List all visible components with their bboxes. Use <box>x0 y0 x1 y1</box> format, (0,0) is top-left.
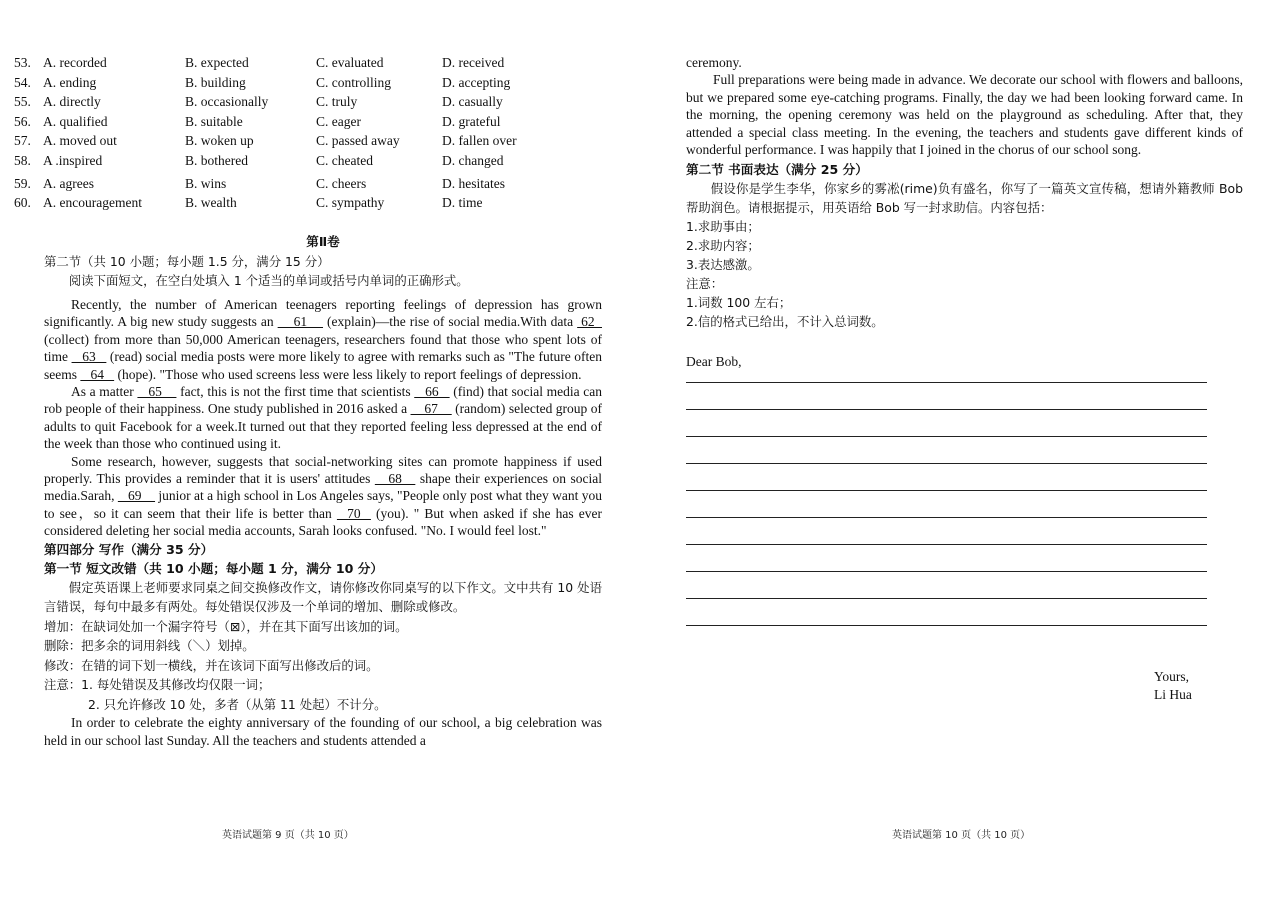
writing-line <box>686 463 1207 464</box>
writing-line <box>686 409 1207 410</box>
essay-text-continued: ceremony. <box>686 55 742 70</box>
passage-text: As a matter <box>71 384 138 400</box>
choice-b: B. expected <box>185 55 249 70</box>
q-num: 55. <box>14 94 31 110</box>
choice-c: C. cheated <box>316 152 373 168</box>
choice-d: D. hesitates <box>442 175 505 191</box>
note-label: 注意： <box>686 276 724 292</box>
choice-c: C. evaluated <box>316 55 384 70</box>
q-num: 53. <box>14 55 31 70</box>
choice-a: A .inspired <box>43 152 103 168</box>
q-num: 59. <box>14 175 31 191</box>
salutation: Dear Bob, <box>686 354 742 370</box>
writing-lines <box>686 382 1243 626</box>
choice-c: C. controlling <box>316 74 391 90</box>
passage-text: (you). " But when asked if she has ever considered deleting her social media accounts, Sarah looks confused. "No. I would feel lost." <box>44 505 603 539</box>
option-row <box>14 112 574 132</box>
passage-text: Recently, the number of American teenagers reporting feelings of depression has grown significantly. A big new study suggests an <box>44 297 602 330</box>
writing-line <box>686 544 1207 545</box>
choice-c: C. cheers <box>316 175 367 191</box>
closing: Yours, <box>1154 669 1190 684</box>
q-num: 60. <box>14 195 31 211</box>
section-instructions: 阅读下面短文，在空白处填入 1 个适当的单词或括号内单词的正确形式。 <box>68 273 469 288</box>
blank-63: 63 <box>71 349 107 365</box>
signature: Li Hua <box>1154 687 1192 702</box>
page-footer-left: 英语试题第 9 页（共 10 页） <box>222 830 354 841</box>
content-item: 2.求助内容； <box>686 238 760 254</box>
choice-a: A. recorded <box>43 55 107 70</box>
page-footer-right: 英语试题第 10 页（共 10 页） <box>892 830 1031 841</box>
choice-d: D. casually <box>442 94 503 110</box>
blank-69: 69 <box>117 488 156 504</box>
option-row <box>14 73 574 93</box>
choice-b: B. bothered <box>185 152 248 168</box>
passage-paragraph <box>44 383 602 453</box>
choice-a: A. encouragement <box>43 195 142 211</box>
writing-line <box>686 382 1207 383</box>
option-row <box>14 131 574 151</box>
choice-a: A. agrees <box>43 175 94 191</box>
rule-add: 增加：在缺词处加一个漏字符号（⊠），并在其下面写出该加的词。 <box>44 618 408 634</box>
passage-text: fact, this is not the first time that scientists <box>176 384 415 400</box>
writing-section-title: 第二节 书面表达（满分 25 分） <box>686 162 868 178</box>
choice-c: C. truly <box>316 94 358 110</box>
choice-a: A. qualified <box>43 113 108 129</box>
writing-line <box>686 436 1207 437</box>
passage-text: Some research, however, suggests that social-networking sites can promote happiness if used properly. This provides a reminder that it is users' attitudes <box>44 453 602 487</box>
option-row <box>14 193 574 213</box>
choice-d: D. grateful <box>442 113 501 129</box>
passage-text: (random) selected group of adults to quit Facebook for a week.It turned out that they reported feeling less depressed at the end of the week than those who continued using it. <box>44 401 602 452</box>
q-num: 56. <box>14 113 31 129</box>
passage-paragraph <box>44 453 602 540</box>
right-page-body <box>686 54 1243 702</box>
blank-62: 62 <box>577 314 602 330</box>
choice-b: B. suitable <box>185 113 243 129</box>
content-item: 1.求助事由； <box>686 219 760 235</box>
left-page-body <box>44 232 602 749</box>
option-row <box>14 174 574 194</box>
q-num: 58. <box>14 152 31 168</box>
answer-options <box>14 53 574 213</box>
passage-text: junior at a high school in Los Angeles says, "People only post what they want you to see，so it can seem that their life is better than <box>44 488 602 521</box>
section1-instructions: 假定英语课上老师要求同桌之间交换修改作文，请你修改你同桌写的以下作文。文中共有 10 处语言错误，每句中最多有两处。每处错误仅涉及一个单词的增加、删除或修改。 <box>44 579 602 615</box>
essay-text: In order to celebrate the eighty anniversary of the founding of our school, a big celebration was held in our school last Sunday. All the teachers and students attended a <box>44 715 602 748</box>
option-row <box>14 92 574 112</box>
passage-paragraph <box>44 296 602 383</box>
choice-d: D. accepting <box>442 74 511 90</box>
choice-d: D. time <box>442 195 483 211</box>
passage-text: (read) social media posts were more likely to agree with remarks such as "The future often seems <box>44 349 602 382</box>
note-item: 1.词数 100 左右； <box>686 295 792 311</box>
section-header: 第二节（共 10 小题；每小题 1.5 分，满分 15 分） <box>44 254 330 269</box>
choice-b: B. wins <box>185 175 227 191</box>
note-item: 2.信的格式已给出，不计入总词数。 <box>686 314 884 330</box>
choice-d: D. fallen over <box>442 133 517 149</box>
q-num: 54. <box>14 74 31 90</box>
essay-paragraph: Full preparations were being made in advance. We decorate our school with flowers and balloons, but we prepared some eye-catching programs. Finally, the day we had been looking forward came. In the morning, the opening ceremony was held on the playground as scheduling. After that, they attended a special class meeting. In the evening, the teachers and students gave different kinds of wonderful performance. I was happily that I joined in the chorus of our school song. <box>686 72 1243 158</box>
choice-a: A. directly <box>43 94 101 110</box>
note-1: 注意：1. 每处错误及其修改均仅限一词； <box>44 677 271 693</box>
choice-a: A. moved out <box>43 133 117 149</box>
choice-b: B. woken up <box>185 133 254 149</box>
passage-text: (explain)—the rise of social media.With data <box>323 314 578 330</box>
choice-b: B. wealth <box>185 195 237 211</box>
rule-delete: 删除：把多余的词用斜线（＼）划掉。 <box>44 638 255 654</box>
note-2: 2. 只允许修改 10 处，多者（从第 11 处起）不计分。 <box>88 696 387 712</box>
passage-text: (hope). "Those who used screens less were less likely to report feelings of depression. <box>114 366 582 382</box>
blank-67: 67 <box>410 401 452 417</box>
writing-instructions: 假设你是学生李华，你家乡的雾凇(rime)负有盛名，你写了一篇英文宣传稿，想请外籍教师 Bob 帮助润色。请根据提示，用英语给 Bob 写一封求助信。内容包括： <box>686 181 1243 216</box>
section1-title: 第一节 短文改错（共 10 小题；每小题 1 分，满分 10 分） <box>44 560 383 576</box>
blank-65: 65 <box>137 384 177 400</box>
option-row <box>14 151 574 171</box>
choice-d: D. received <box>442 55 505 70</box>
rule-modify: 修改：在错的词下划一横线，并在该词下面写出修改后的词。 <box>44 657 379 673</box>
choice-a: A. ending <box>43 74 97 90</box>
blank-64: 64 <box>80 366 115 382</box>
content-item: 3.表达感激。 <box>686 257 760 273</box>
q-num: 57. <box>14 133 31 149</box>
passage-text: (find) that social media can rob people of their happiness. One study published in 2016 asked a <box>44 384 603 417</box>
passage-text: (collect) from more than 50,000 American teenagers, researchers found that those who spent lots of time <box>44 331 602 365</box>
writing-line <box>686 490 1207 491</box>
writing-line <box>686 517 1207 518</box>
choice-d: D. changed <box>442 152 504 168</box>
choice-c: C. sympathy <box>316 195 385 211</box>
writing-line <box>686 625 1207 626</box>
choice-b: B. occasionally <box>185 94 269 110</box>
part4-title: 第四部分 写作（满分 35 分） <box>44 541 214 557</box>
volume-title: 第Ⅱ卷 <box>306 234 340 249</box>
choice-c: C. passed away <box>316 133 400 149</box>
option-row <box>14 53 574 73</box>
passage-text: shape their experiences on social media.Sarah, <box>44 471 602 504</box>
blank-68: 68 <box>374 471 416 487</box>
choice-b: B. building <box>185 74 246 90</box>
blank-61: 61 <box>277 314 324 330</box>
writing-line <box>686 598 1207 599</box>
writing-line <box>686 571 1207 572</box>
blank-70: 70 <box>336 505 371 521</box>
blank-66: 66 <box>414 384 450 400</box>
choice-c: C. eager <box>316 113 361 129</box>
